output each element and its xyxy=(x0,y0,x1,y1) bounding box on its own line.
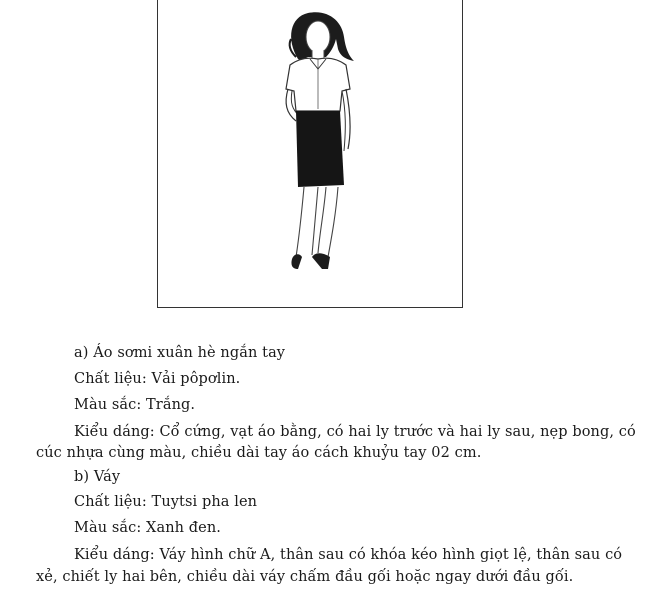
skirt-style-line2: xẻ, chiết ly hai bên, chiều dài váy chấm đầu gối hoặc ngay dưới đầu gối. xyxy=(36,569,574,585)
shirt-material: Chất liệu: Vải pôpơlin. xyxy=(74,371,241,387)
shirt-heading: a) Áo sơmi xuân hè ngắn tay xyxy=(74,345,286,361)
skirt-heading: b) Váy xyxy=(74,469,121,485)
uniform-illustration xyxy=(158,0,464,309)
shirt-style-line1: Kiểu dáng: Cổ cứng, vạt áo bằng, có hai ly trước và hai ly sau, nẹp bong, có xyxy=(74,424,636,440)
shirt-color: Màu sắc: Trắng. xyxy=(74,397,196,413)
skirt-material: Chất liệu: Tuytsi pha len xyxy=(74,494,258,510)
skirt-color: Màu sắc: Xanh đen. xyxy=(74,520,222,536)
figure-frame xyxy=(157,0,463,308)
shirt-style-line2: cúc nhựa cùng màu, chiều dài tay áo cách khuỷu tay 02 cm. xyxy=(36,445,482,461)
skirt-style-line1: Kiểu dáng: Váy hình chữ A, thân sau có khóa kéo hình giọt lệ, thân sau có xyxy=(74,547,623,563)
